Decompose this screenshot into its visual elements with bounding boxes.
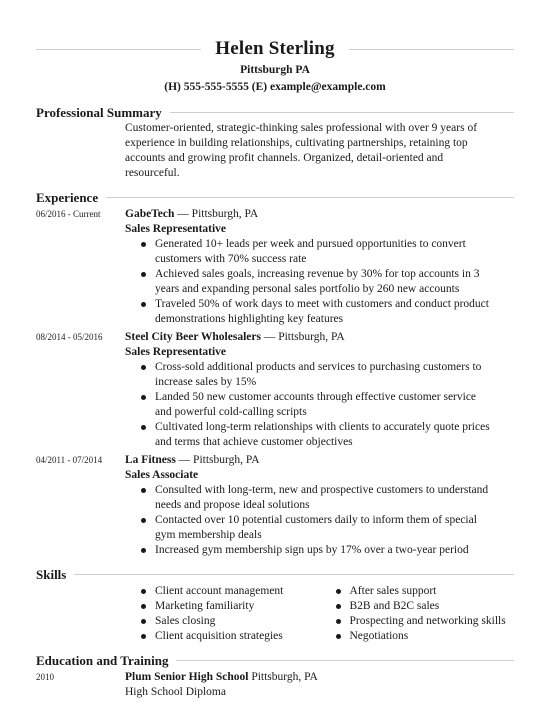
bullet-icon (141, 548, 146, 553)
bullet-text: Achieved sales goals, increasing revenue by 30% for top accounts in 3 years and expanding personal sales portfolio by 260 new accounts (155, 268, 480, 295)
list-item (125, 420, 514, 450)
list-item (320, 629, 515, 644)
skill-text: B2B and B2C sales (349, 600, 440, 612)
education-degree: High School Diploma (125, 686, 226, 698)
candidate-location: Pittsburgh PA (240, 64, 310, 76)
education-section (36, 650, 514, 700)
summary-heading (36, 102, 514, 120)
bullet-icon (141, 302, 146, 307)
candidate-name: Helen Sterling (201, 36, 348, 62)
list-item (125, 237, 514, 267)
list-item (125, 599, 320, 614)
company-name: Steel City Beer Wholesalers (125, 331, 261, 343)
skill-text: Client account management (155, 585, 284, 597)
list-item (125, 267, 514, 297)
bullet-icon (141, 589, 146, 594)
skills-columns (125, 584, 514, 644)
job-bullets (125, 483, 514, 558)
bullet-text: Cross-sold additional products and services to purchasing customers to increase sales by 15% (155, 361, 482, 388)
bullet-text: Landed 50 new customer accounts through effective customer service and powerful cold-calling scripts (155, 391, 477, 418)
section-title: Skills (36, 566, 74, 584)
job-bullets (125, 360, 514, 450)
list-item (320, 599, 515, 614)
school-name: Plum Senior High School (125, 671, 249, 683)
bullet-icon (141, 619, 146, 624)
list-item (125, 483, 514, 513)
summary-left-spacer (36, 120, 125, 181)
bullet-icon (141, 518, 146, 523)
skill-text: Sales closing (155, 615, 216, 627)
education-heading (36, 650, 514, 668)
list-item (125, 614, 320, 629)
job-entry (36, 207, 514, 327)
education-entry (36, 670, 514, 700)
skills-heading (36, 564, 514, 582)
bullet-icon (141, 395, 146, 400)
bullet-text: Contacted over 10 potential customers daily to inform them of special gym membership deals (155, 514, 477, 541)
list-item (125, 629, 320, 644)
skills-column-left (125, 584, 320, 644)
list-item (125, 297, 514, 327)
skill-text: Negotiations (349, 630, 409, 642)
section-rule (36, 197, 514, 198)
skills-left-spacer (36, 582, 125, 644)
bullet-text: Cultivated long-term relationships with clients to accurately quote prices and terms that achieve customer objectives (155, 421, 490, 448)
company-location: — Pittsburgh, PA (260, 331, 345, 343)
skills-column-right (320, 584, 515, 644)
job-title: Sales Representative (125, 223, 227, 235)
bullet-icon (336, 604, 341, 609)
bullet-text: Generated 10+ leads per week and pursued opportunities to convert customers with 70% success rate (155, 238, 466, 265)
summary-text: Customer-oriented, strategic-thinking sales professional with over 9 years of experience in building relationships, cultivating partnerships, retaining top accounts and growing profit channels. Organized, detail-oriented and resourceful. (125, 122, 478, 179)
bullet-icon (336, 589, 341, 594)
skill-text: Marketing familiarity (155, 600, 255, 612)
list-item (125, 584, 320, 599)
job-entry (36, 453, 514, 558)
bullet-icon (336, 634, 341, 639)
company-name: GabeTech (125, 208, 175, 220)
resume-header (36, 0, 514, 96)
skill-text: After sales support (349, 585, 437, 597)
section-rule (36, 574, 514, 575)
list-item (125, 360, 514, 390)
list-item (320, 584, 515, 599)
name-row (36, 36, 514, 62)
list-item (125, 513, 514, 543)
skill-text: Prospecting and networking skills (349, 615, 506, 627)
school-location: Pittsburgh, PA (248, 671, 318, 683)
job-title: Sales Associate (125, 469, 199, 481)
bullet-icon (141, 425, 146, 430)
bullet-icon (141, 634, 146, 639)
bullet-icon (141, 604, 146, 609)
bullet-text: Increased gym membership sign ups by 17% over a two-year period (155, 544, 469, 556)
education-year: 2010 (36, 672, 54, 682)
bullet-text: Traveled 50% of work days to meet with customers and conduct product demonstrations highlighting key features (155, 298, 489, 325)
candidate-contact: (H) 555-555-5555 (E) example@example.com (164, 81, 386, 93)
bullet-icon (141, 272, 146, 277)
job-company-line (125, 330, 514, 345)
education-school-line (125, 670, 514, 685)
job-company-line (125, 207, 514, 222)
list-item (320, 614, 515, 629)
job-title: Sales Representative (125, 346, 227, 358)
experience-heading (36, 187, 514, 205)
bullet-icon (141, 242, 146, 247)
list-item (125, 543, 514, 558)
bullet-text: Consulted with long-term, new and prospective customers to understand needs and propose ideal solutions (155, 484, 489, 511)
job-dates: 06/2016 - Current (36, 209, 101, 219)
bullet-icon (141, 365, 146, 370)
skill-text: Client acquisition strategies (155, 630, 283, 642)
job-list (36, 207, 514, 558)
job-company-line (125, 453, 514, 468)
section-title: Experience (36, 189, 106, 207)
list-item (125, 390, 514, 420)
company-location: — Pittsburgh, PA (174, 208, 259, 220)
section-title: Education and Training (36, 652, 176, 670)
summary-section (36, 102, 514, 181)
company-location: — Pittsburgh, PA (175, 454, 260, 466)
bullet-icon (336, 619, 341, 624)
job-entry (36, 330, 514, 450)
company-name: La Fitness (125, 454, 176, 466)
skills-section (36, 564, 514, 644)
job-bullets (125, 237, 514, 327)
section-title: Professional Summary (36, 104, 170, 122)
experience-section (36, 187, 514, 558)
job-dates: 04/2011 - 07/2014 (36, 455, 103, 465)
bullet-icon (141, 488, 146, 493)
job-dates: 08/2014 - 05/2016 (36, 332, 103, 342)
